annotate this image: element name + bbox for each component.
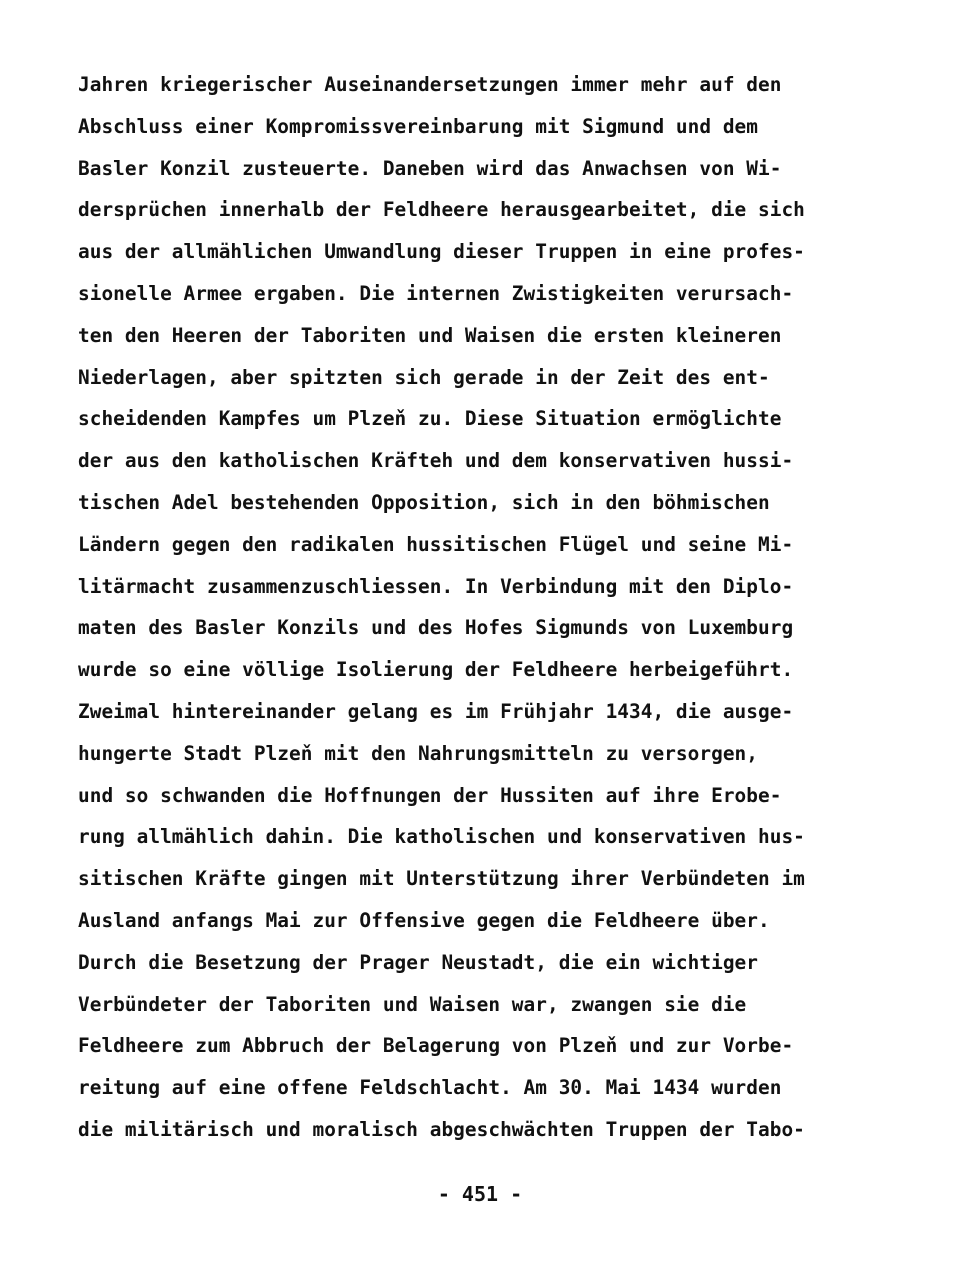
text-line: Jahren kriegerischer Auseinandersetzungen immer mehr auf den xyxy=(78,73,782,96)
body-text xyxy=(78,64,898,1151)
text-line: rung allmählich dahin. Die katholischen und konservativen hus- xyxy=(78,825,805,849)
text-line: und so schwanden die Hoffnungen der Hussiten auf ihre Erobe- xyxy=(78,783,782,807)
text-line: hungerte Stadt Plzeň mit den Nahrungsmitteln zu versorgen, xyxy=(78,741,758,765)
text-line: dersprüchen innerhalb der Feldheere herausgearbeitet, die sich xyxy=(78,198,805,222)
text-line: sionelle Armee ergaben. Die internen Zwistigkeiten verursach- xyxy=(78,281,794,305)
text-line: Durch die Besetzung der Prager Neustadt, die ein wichtiger xyxy=(78,950,758,974)
text-line: maten des Basler Konzils und des Hofes Sigmunds von Luxemburg xyxy=(78,616,794,640)
text-line: Feldheere zum Abbruch der Belagerung von Plzeň und zur Vorbe- xyxy=(78,1034,794,1058)
text-line: ten den Heeren der Taboriten und Waisen die ersten kleineren xyxy=(78,323,782,347)
text-line: sitischen Kräfte gingen mit Unterstützung ihrer Verbündeten im xyxy=(78,867,805,891)
text-line: scheidenden Kampfes um Plzeň zu. Diese Situation ermöglichte xyxy=(78,407,782,431)
page-number: - 451 - xyxy=(437,1182,523,1206)
text-line: tischen Adel bestehenden Opposition, sich in den böhmischen xyxy=(78,490,770,514)
text-line: Zweimal hintereinander gelang es im Frühjahr 1434, die ausge- xyxy=(78,699,794,723)
text-line: litärmacht zusammenzuschliessen. In Verbindung mit den Diplo- xyxy=(78,574,794,598)
text-line: Niederlagen, aber spitzten sich gerade in der Zeit des ent- xyxy=(78,365,770,389)
text-line: reitung auf eine offene Feldschlacht. Am 30. Mai 1434 wurden xyxy=(78,1076,782,1100)
text-line: Ausland anfangs Mai zur Offensive gegen die Feldheere über. xyxy=(78,908,770,932)
text-line: die militärisch und moralisch abgeschwächten Truppen der Tabo- xyxy=(78,1117,805,1141)
text-line: Abschluss einer Kompromissvereinbarung mit Sigmund und dem xyxy=(78,114,758,138)
text-line: wurde so eine völlige Isolierung der Feldheere herbeigeführt. xyxy=(78,658,794,682)
text-line: Ländern gegen den radikalen hussitischen Flügel und seine Mi- xyxy=(78,532,794,556)
text-line: Basler Konzil zusteuerte. Daneben wird das Anwachsen von Wi- xyxy=(78,156,782,180)
text-line: Verbündeter der Taboriten und Waisen war, zwangen sie die xyxy=(78,992,747,1016)
text-line: aus der allmählichen Umwandlung dieser Truppen in eine profes- xyxy=(78,240,805,264)
text-line: der aus den katholischen Kräfteh und dem konservativen hussi- xyxy=(78,449,794,473)
